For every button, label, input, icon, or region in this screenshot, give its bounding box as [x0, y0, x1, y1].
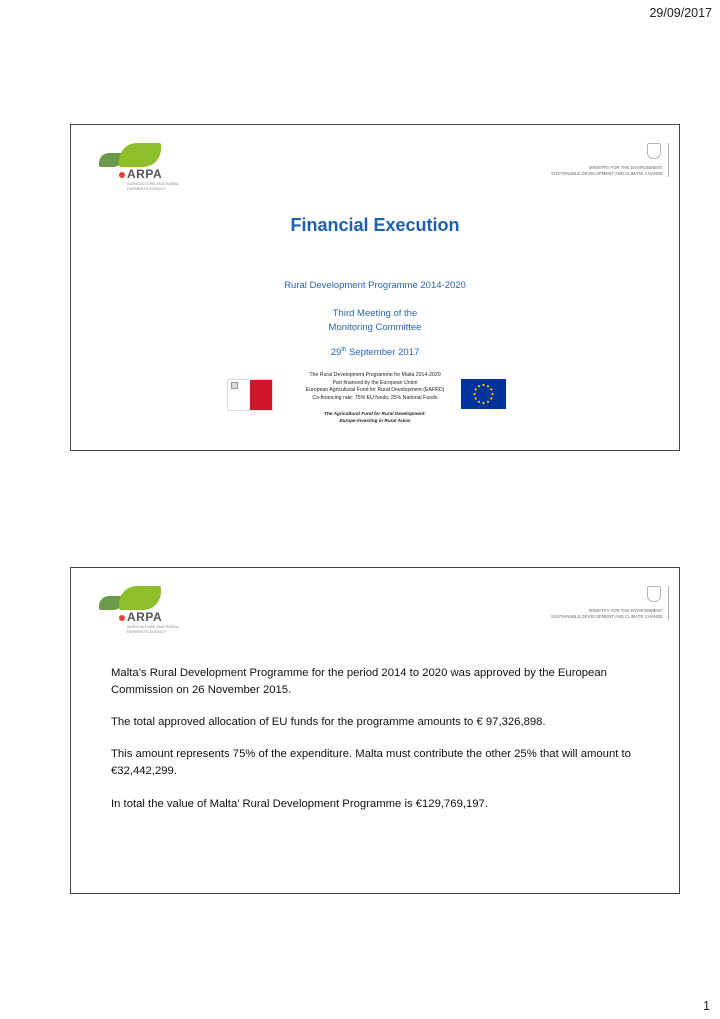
ministry-line-2: SUSTAINABLE DEVELOPMENT AND CLIMATE CHANGE: [551, 170, 663, 176]
eu-star-icon: [490, 397, 492, 399]
funding-line: Co-financing rate: 75% EU funds; 25% National Funds: [312, 395, 438, 402]
funding-statement: [71, 372, 679, 403]
eu-flag-icon: [461, 379, 506, 409]
eu-star-icon: [487, 385, 489, 387]
paragraph-eu-allocation: The total approved allocation of EU funds for the programme amounts to € 97,326,898.: [111, 716, 546, 728]
ministry-line-1: MINISTRY FOR THE ENVIRONMENT,: [588, 165, 663, 170]
funding-line: European Agricultural Fund for Rural Development (EAFRD): [305, 387, 445, 394]
logo-subtitle: AGRICULTURE AND RURAL PAYMENTS AGENCY: [127, 181, 180, 191]
eu-star-icon: [475, 397, 477, 399]
eu-star-icon: [478, 401, 480, 403]
leaf-large-icon: [119, 586, 161, 610]
eu-star-icon: [475, 388, 477, 390]
logo-brand: ARPA: [127, 167, 163, 181]
arpa-logo: [97, 586, 207, 638]
page-number: 1: [703, 999, 710, 1013]
ministry-line-2: SUSTAINABLE DEVELOPMENT AND CLIMATE CHANGE: [551, 613, 663, 619]
logo-subtitle: AGRICULTURE AND RURAL PAYMENTS AGENCY: [127, 624, 180, 634]
slide-title: Financial Execution: [290, 215, 460, 235]
logo-dot-icon: [119, 172, 125, 178]
arpa-logo: [97, 143, 207, 195]
ministry-logo: [439, 143, 669, 183]
funding-line: The Rural Development Programme for Malta 2014-2020: [309, 372, 441, 378]
eu-star-icon: [491, 393, 493, 395]
logo-dot-icon: [119, 615, 125, 621]
funding-line: Part financed by the European Union: [332, 379, 418, 386]
eu-star-icon: [473, 393, 475, 395]
eu-star-icon: [487, 401, 489, 403]
coat-of-arms-icon: [647, 586, 661, 602]
eu-star-icon: [490, 388, 492, 390]
meeting-line-2: Monitoring Committee: [328, 322, 422, 333]
logo-brand: ARPA: [127, 610, 163, 624]
eu-star-icon: [482, 384, 484, 386]
leaf-large-icon: [119, 143, 161, 167]
ministry-line-1: MINISTRY FOR THE ENVIRONMENT,: [588, 608, 663, 613]
paragraph-national-contribution: This amount represents 75% of the expenditure. Malta must contribute the other 25% that will amount to €32,442,299.: [111, 748, 631, 777]
document-date: 29/09/2017: [649, 6, 712, 20]
fund-motto: The Agricultural Fund for Rural Development: Europe Investing in Rural Areas: [324, 411, 426, 423]
eu-star-icon: [482, 402, 484, 404]
slide-1: [70, 124, 680, 451]
slide-2: [70, 567, 680, 894]
eu-star-icon: [478, 385, 480, 387]
paragraph-total-value: In total the value of Malta’ Rural Development Programme is €129,769,197.: [111, 798, 488, 810]
paragraph-approval: Malta’s Rural Development Programme for the period 2014 to 2020 was approved by the European Commission on 26 November 2015.: [111, 667, 607, 696]
meeting-line-1: Third Meeting of the: [332, 308, 418, 319]
meeting-date: 29th September 2017: [330, 347, 420, 359]
programme-name: Rural Development Programme 2014-2020: [284, 280, 466, 291]
coat-of-arms-icon: [647, 143, 661, 159]
ministry-logo: [439, 586, 669, 626]
